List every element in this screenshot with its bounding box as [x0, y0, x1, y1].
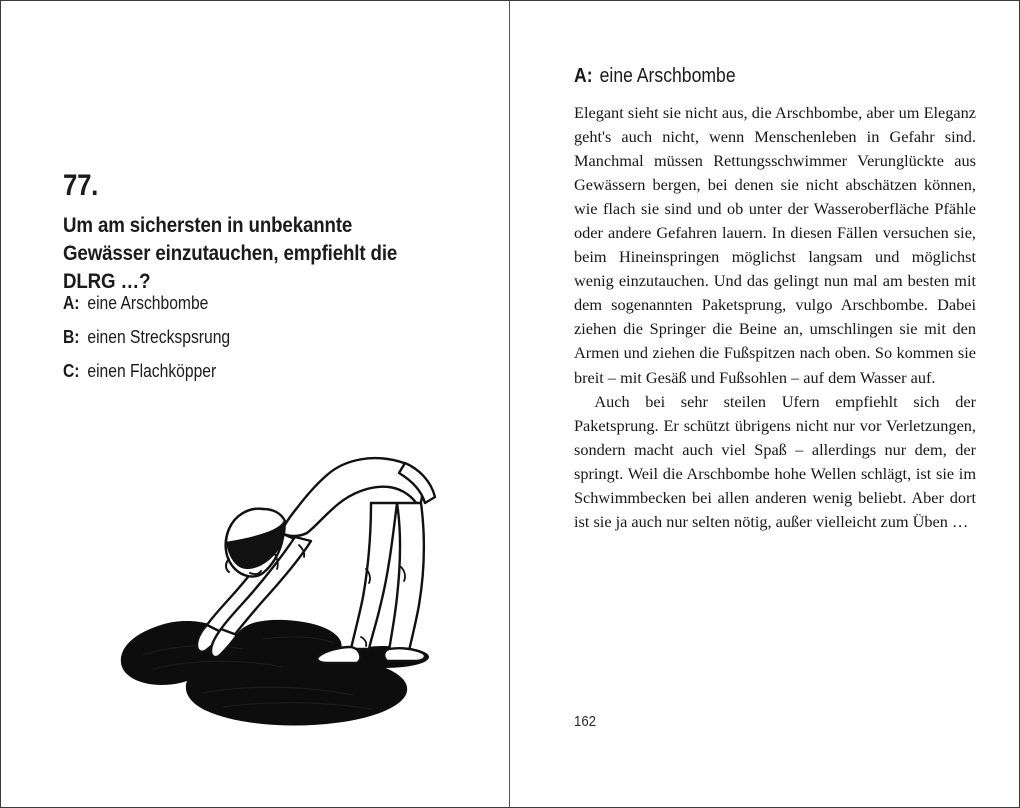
left-page — [1, 1, 509, 807]
body-paragraph-1: Elegant sieht sie nicht aus, die Arschbombe, aber um Eleganz geht's auch nicht, wenn Menschenleben in Gefahr sind. Manchmal müssen Rettungsschwimmer Verunglückte aus Gewässern bergen, bei denen sie nicht abschätzen können, wie flach sie sind und ob unter der Wasseroberfläche Pfähle oder andere Gefahren lauern. In diesen Fällen versuchen sie, beim Hineinspringen möglichst langsam und möglichst wenig einzutauchen. Und das gelingt nun mal am besten mit dem sogenannten Paketsprung, vulgo Arschbombe. Dabei ziehen die Springer die Beine an, umschlingen sie mit den Armen und ziehen die Fußspitzen nach oben. So kommen sie breit – mit Gesäß und Fußsohlen – auf dem Wasser auf. — [574, 103, 976, 387]
answer-option-b — [63, 325, 437, 349]
illustration-swimmer-puddle — [113, 441, 463, 741]
question-number: 77. — [63, 169, 99, 202]
answer-option-a — [63, 291, 437, 315]
answer-option-a-key: A: — [63, 293, 80, 313]
answer-option-b-key: B: — [63, 327, 80, 347]
ear — [226, 559, 229, 572]
answer-heading-label: eine Arschbombe — [599, 65, 736, 87]
answer-options-list — [63, 291, 493, 393]
leg-near — [351, 503, 397, 649]
answer-option-b-label: einen Streckspsrung — [87, 327, 231, 347]
illustration-svg — [113, 441, 463, 741]
eye-icon — [240, 553, 241, 564]
question-text: Um am sichersten in unbekannte Gewässer einzutauchen, empfiehlt die DLRG …? — [63, 213, 398, 293]
answer-option-a-label: eine Arschbombe — [87, 293, 209, 313]
answer-heading-key: A: — [574, 65, 593, 87]
foot-far — [384, 648, 425, 661]
answer-option-c-label: einen Flachköpper — [87, 361, 217, 381]
answer-body-text — [574, 101, 976, 534]
page-number: 162 — [574, 713, 597, 730]
answer-heading — [574, 63, 736, 89]
body-paragraph-2: Auch bei sehr steilen Ufern empfiehlt sich der Paketsprung. Er schützt übrigens nicht nur vor Verletzungen, sondern macht auch viel Spaß – allerdings nur dem, der springt. Weil die Arschbombe hohe Wellen schlägt, ist sie im Schwimmbecken bei allen anderen wenig beliebt. Aber dort ist sie ja auch nur selten nötig, außer vielleicht zum Üben … — [574, 391, 976, 531]
right-page — [510, 1, 1020, 807]
answer-option-c — [63, 359, 437, 383]
answer-option-c-key: C: — [63, 361, 80, 381]
